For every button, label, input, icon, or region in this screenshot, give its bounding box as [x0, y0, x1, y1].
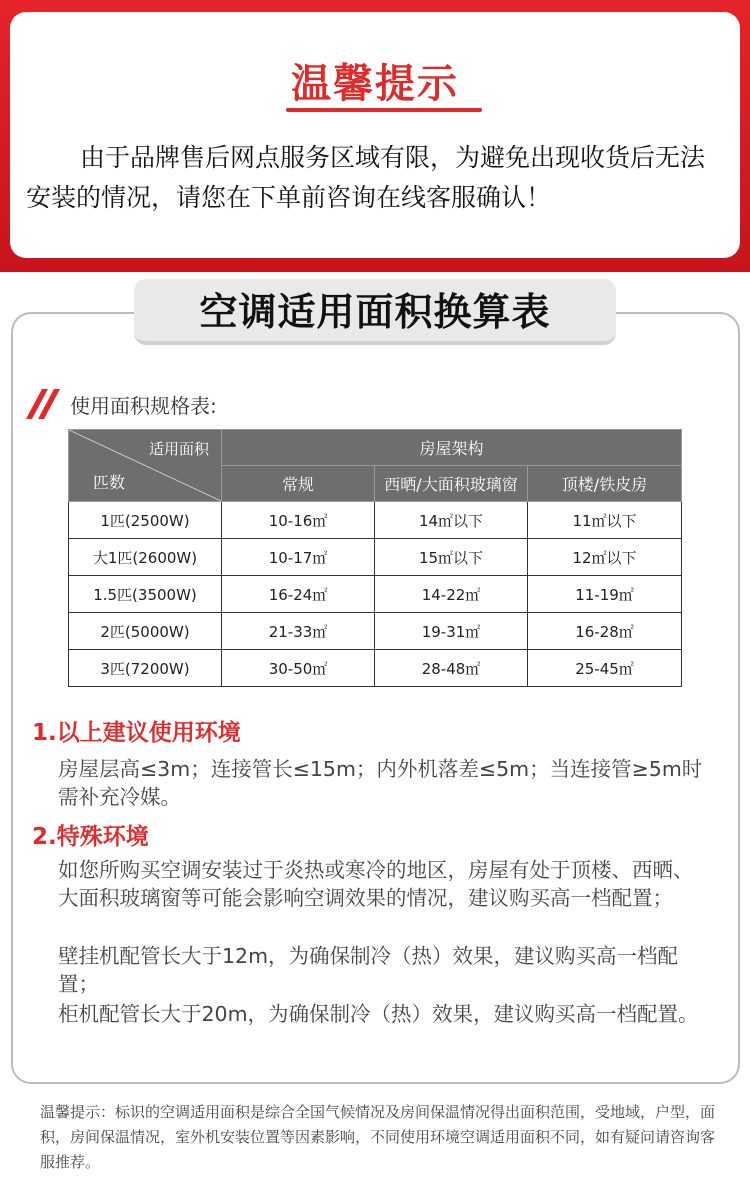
cell-normal: 10-16㎡	[222, 502, 375, 539]
cell-west: 19-31㎡	[375, 613, 528, 650]
table-row	[69, 576, 682, 613]
cell-normal: 10-17㎡	[222, 539, 375, 576]
table-row	[69, 539, 682, 576]
section1-text: 房屋层高≤3m；连接管长≤15m；内外机落差≤5m；当连接管≥5m时需补充冷媒。	[58, 757, 703, 809]
column-header: 常规	[222, 466, 375, 502]
section2-paragraph-3: 柜机配管长大于20m，为确保制冷（热）效果，建议购买高一档配置。	[58, 1002, 699, 1026]
section-title: 空调适用面积换算表	[134, 279, 616, 345]
table-header-row	[69, 430, 682, 466]
notice-title-underline	[286, 108, 482, 112]
cell-spec: 大1匹(2600W)	[69, 539, 222, 576]
cell-spec: 3匹(7200W)	[69, 650, 222, 687]
red-slash-icon	[26, 387, 66, 421]
cell-west: 14㎡以下	[375, 502, 528, 539]
corner-bottom-label: 匹数	[93, 473, 126, 492]
section2-heading: 2.特殊环境	[32, 824, 149, 850]
section2-paragraph-1: 如您所购买空调安装过于炎热或寒冷的地区，房屋有处于顶楼、西晒、大面积玻璃窗等可能会影响空调效果的情况，建议购买高一档配置；	[58, 858, 694, 910]
cell-spec: 1匹(2500W)	[69, 502, 222, 539]
footnote: 温馨提示：标识的空调适用面积是综合全国气候情况及房间保温情况得出面积范围，受地域，户型，面积，房间保温情况，室外机安装位置等因素影响，不同使用环境空调适用面积不同，如有疑问请咨询客服推荐。	[40, 1103, 716, 1171]
cell-spec: 1.5匹(3500W)	[69, 576, 222, 613]
group-header: 房屋架构	[222, 430, 682, 466]
spec-table	[68, 429, 682, 687]
cell-spec: 2匹(5000W)	[69, 613, 222, 650]
cell-top: 25-45㎡	[528, 650, 682, 687]
spec-heading	[26, 386, 217, 422]
cell-west: 14-22㎡	[375, 576, 528, 613]
notice-body: 由于品牌售后网点服务区域有限，为避免出现收货后无法安装的情况，请您在下单前咨询在线客服确认！	[26, 143, 706, 212]
cell-west: 28-48㎡	[375, 650, 528, 687]
column-header: 顶楼/铁皮房	[528, 466, 682, 502]
notice-banner	[0, 0, 750, 272]
section1-heading: 1.以上建议使用环境	[32, 720, 241, 746]
notice-title: 温馨提示	[291, 61, 459, 107]
cell-top: 11㎡以下	[528, 502, 682, 539]
cell-normal: 21-33㎡	[222, 613, 375, 650]
section2-paragraph-2: 壁挂机配管长大于12m，为确保制冷（热）效果，建议购买高一档配置；	[58, 944, 679, 996]
cell-top: 12㎡以下	[528, 539, 682, 576]
cell-top: 11-19㎡	[528, 576, 682, 613]
cell-top: 16-28㎡	[528, 613, 682, 650]
corner-top-label: 适用面积	[148, 440, 209, 458]
table-row	[69, 502, 682, 539]
table-row	[69, 650, 682, 687]
spec-label: 使用面积规格表:	[70, 393, 217, 418]
notice-card	[10, 12, 740, 258]
table-row	[69, 613, 682, 650]
cell-normal: 16-24㎡	[222, 576, 375, 613]
cell-normal: 30-50㎡	[222, 650, 375, 687]
table-corner-cell	[69, 430, 222, 502]
cell-west: 15㎡以下	[375, 539, 528, 576]
column-header: 西晒/大面积玻璃窗	[375, 466, 528, 502]
